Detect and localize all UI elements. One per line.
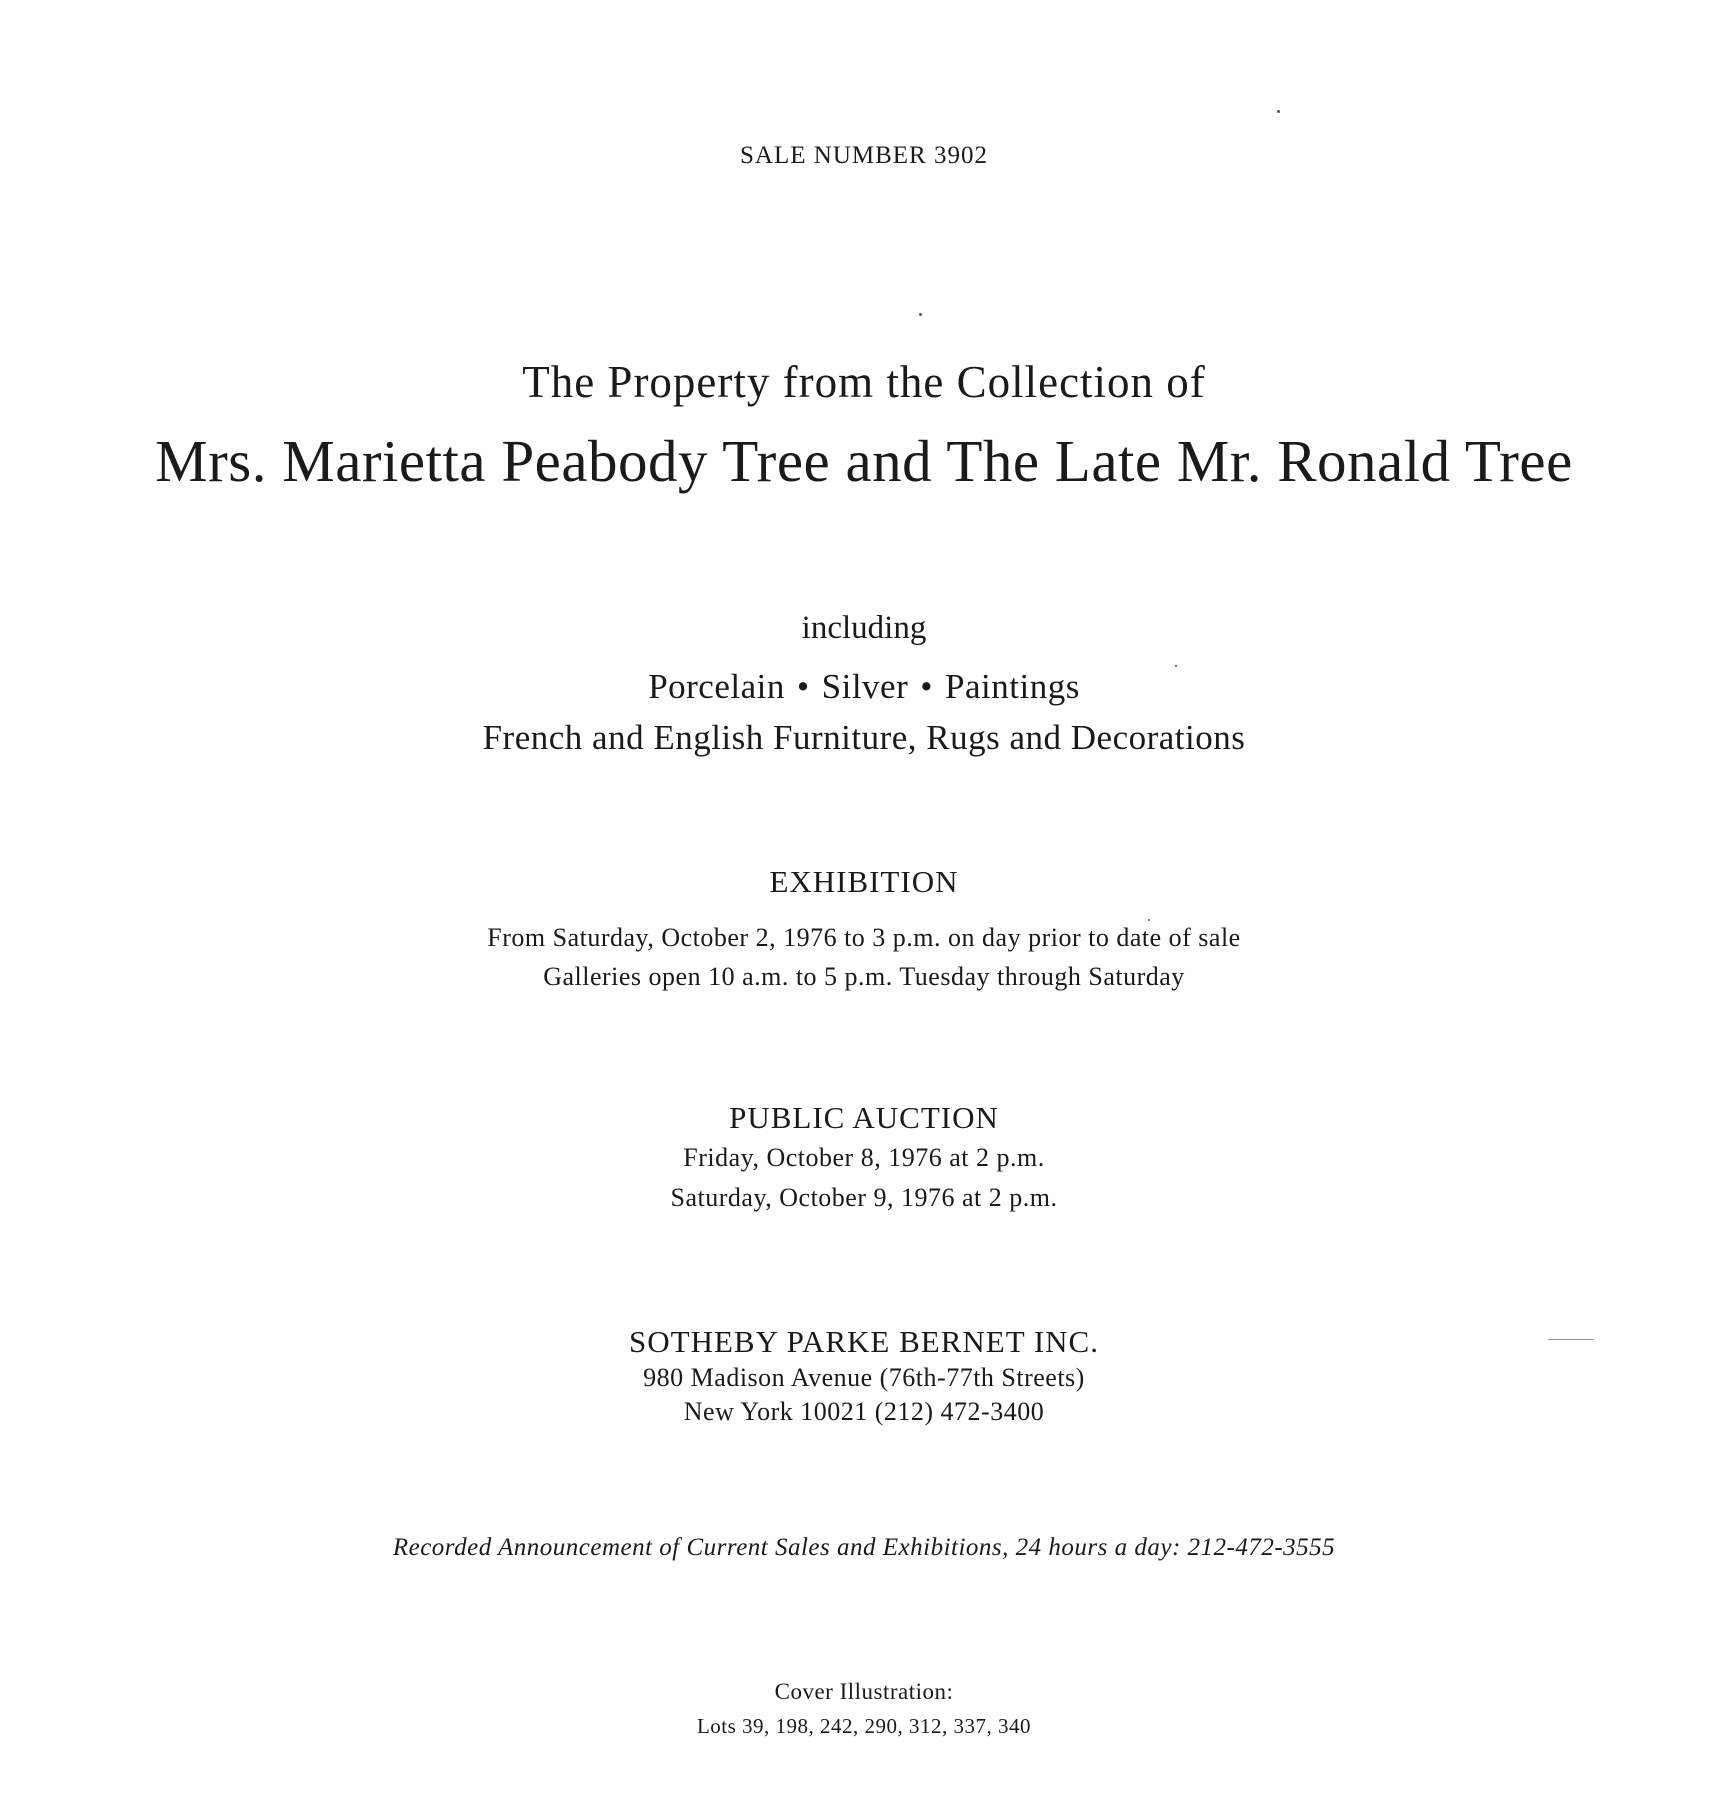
scan-speck [1277, 110, 1280, 113]
public-auction-heading: PUBLIC AUCTION [729, 1100, 999, 1135]
scan-speck [1175, 665, 1177, 667]
auction-session-2: Saturday, October 9, 1976 at 2 p.m. [670, 1183, 1058, 1212]
category-paintings: Paintings [945, 667, 1080, 706]
company-address: 980 Madison Avenue (76th-77th Streets) [643, 1363, 1085, 1392]
owner-names-title: Mrs. Marietta Peabody Tree and The Late Mr. Ronald Tree [155, 428, 1573, 494]
scan-speck [1148, 919, 1150, 921]
company-city-phone: New York 10021 (212) 472-3400 [683, 1397, 1045, 1426]
cover-illustration-lots: Lots 39, 198, 242, 290, 312, 337, 340 [696, 1714, 1032, 1738]
bullet-separator: • [920, 667, 934, 706]
including-label: including [801, 610, 927, 646]
categories-line-1 [0, 669, 1728, 704]
recorded-announcement: Recorded Announcement of Current Sales and Exhibitions, 24 hours a day: 212-472-3555 [392, 1534, 1336, 1561]
scan-mark [1548, 1339, 1594, 1340]
category-silver: Silver [821, 667, 909, 706]
category-porcelain: Porcelain [648, 667, 785, 706]
scan-speck [919, 313, 922, 316]
auction-session-1: Friday, October 8, 1976 at 2 p.m. [683, 1143, 1045, 1172]
categories-line-2: French and English Furniture, Rugs and Decorations [482, 718, 1246, 757]
exhibition-dates: From Saturday, October 2, 1976 to 3 p.m. on day prior to date of sale [487, 923, 1241, 952]
cover-illustration-label: Cover Illustration: [774, 1679, 954, 1704]
exhibition-heading: EXHIBITION [769, 864, 959, 899]
gallery-hours: Galleries open 10 a.m. to 5 p.m. Tuesday through Saturday [543, 962, 1185, 991]
property-intro: The Property from the Collection of [522, 357, 1206, 407]
company-name: SOTHEBY PARKE BERNET INC. [629, 1324, 1099, 1359]
bullet-separator: • [796, 667, 810, 706]
sale-number: SALE NUMBER 3902 [740, 142, 988, 169]
